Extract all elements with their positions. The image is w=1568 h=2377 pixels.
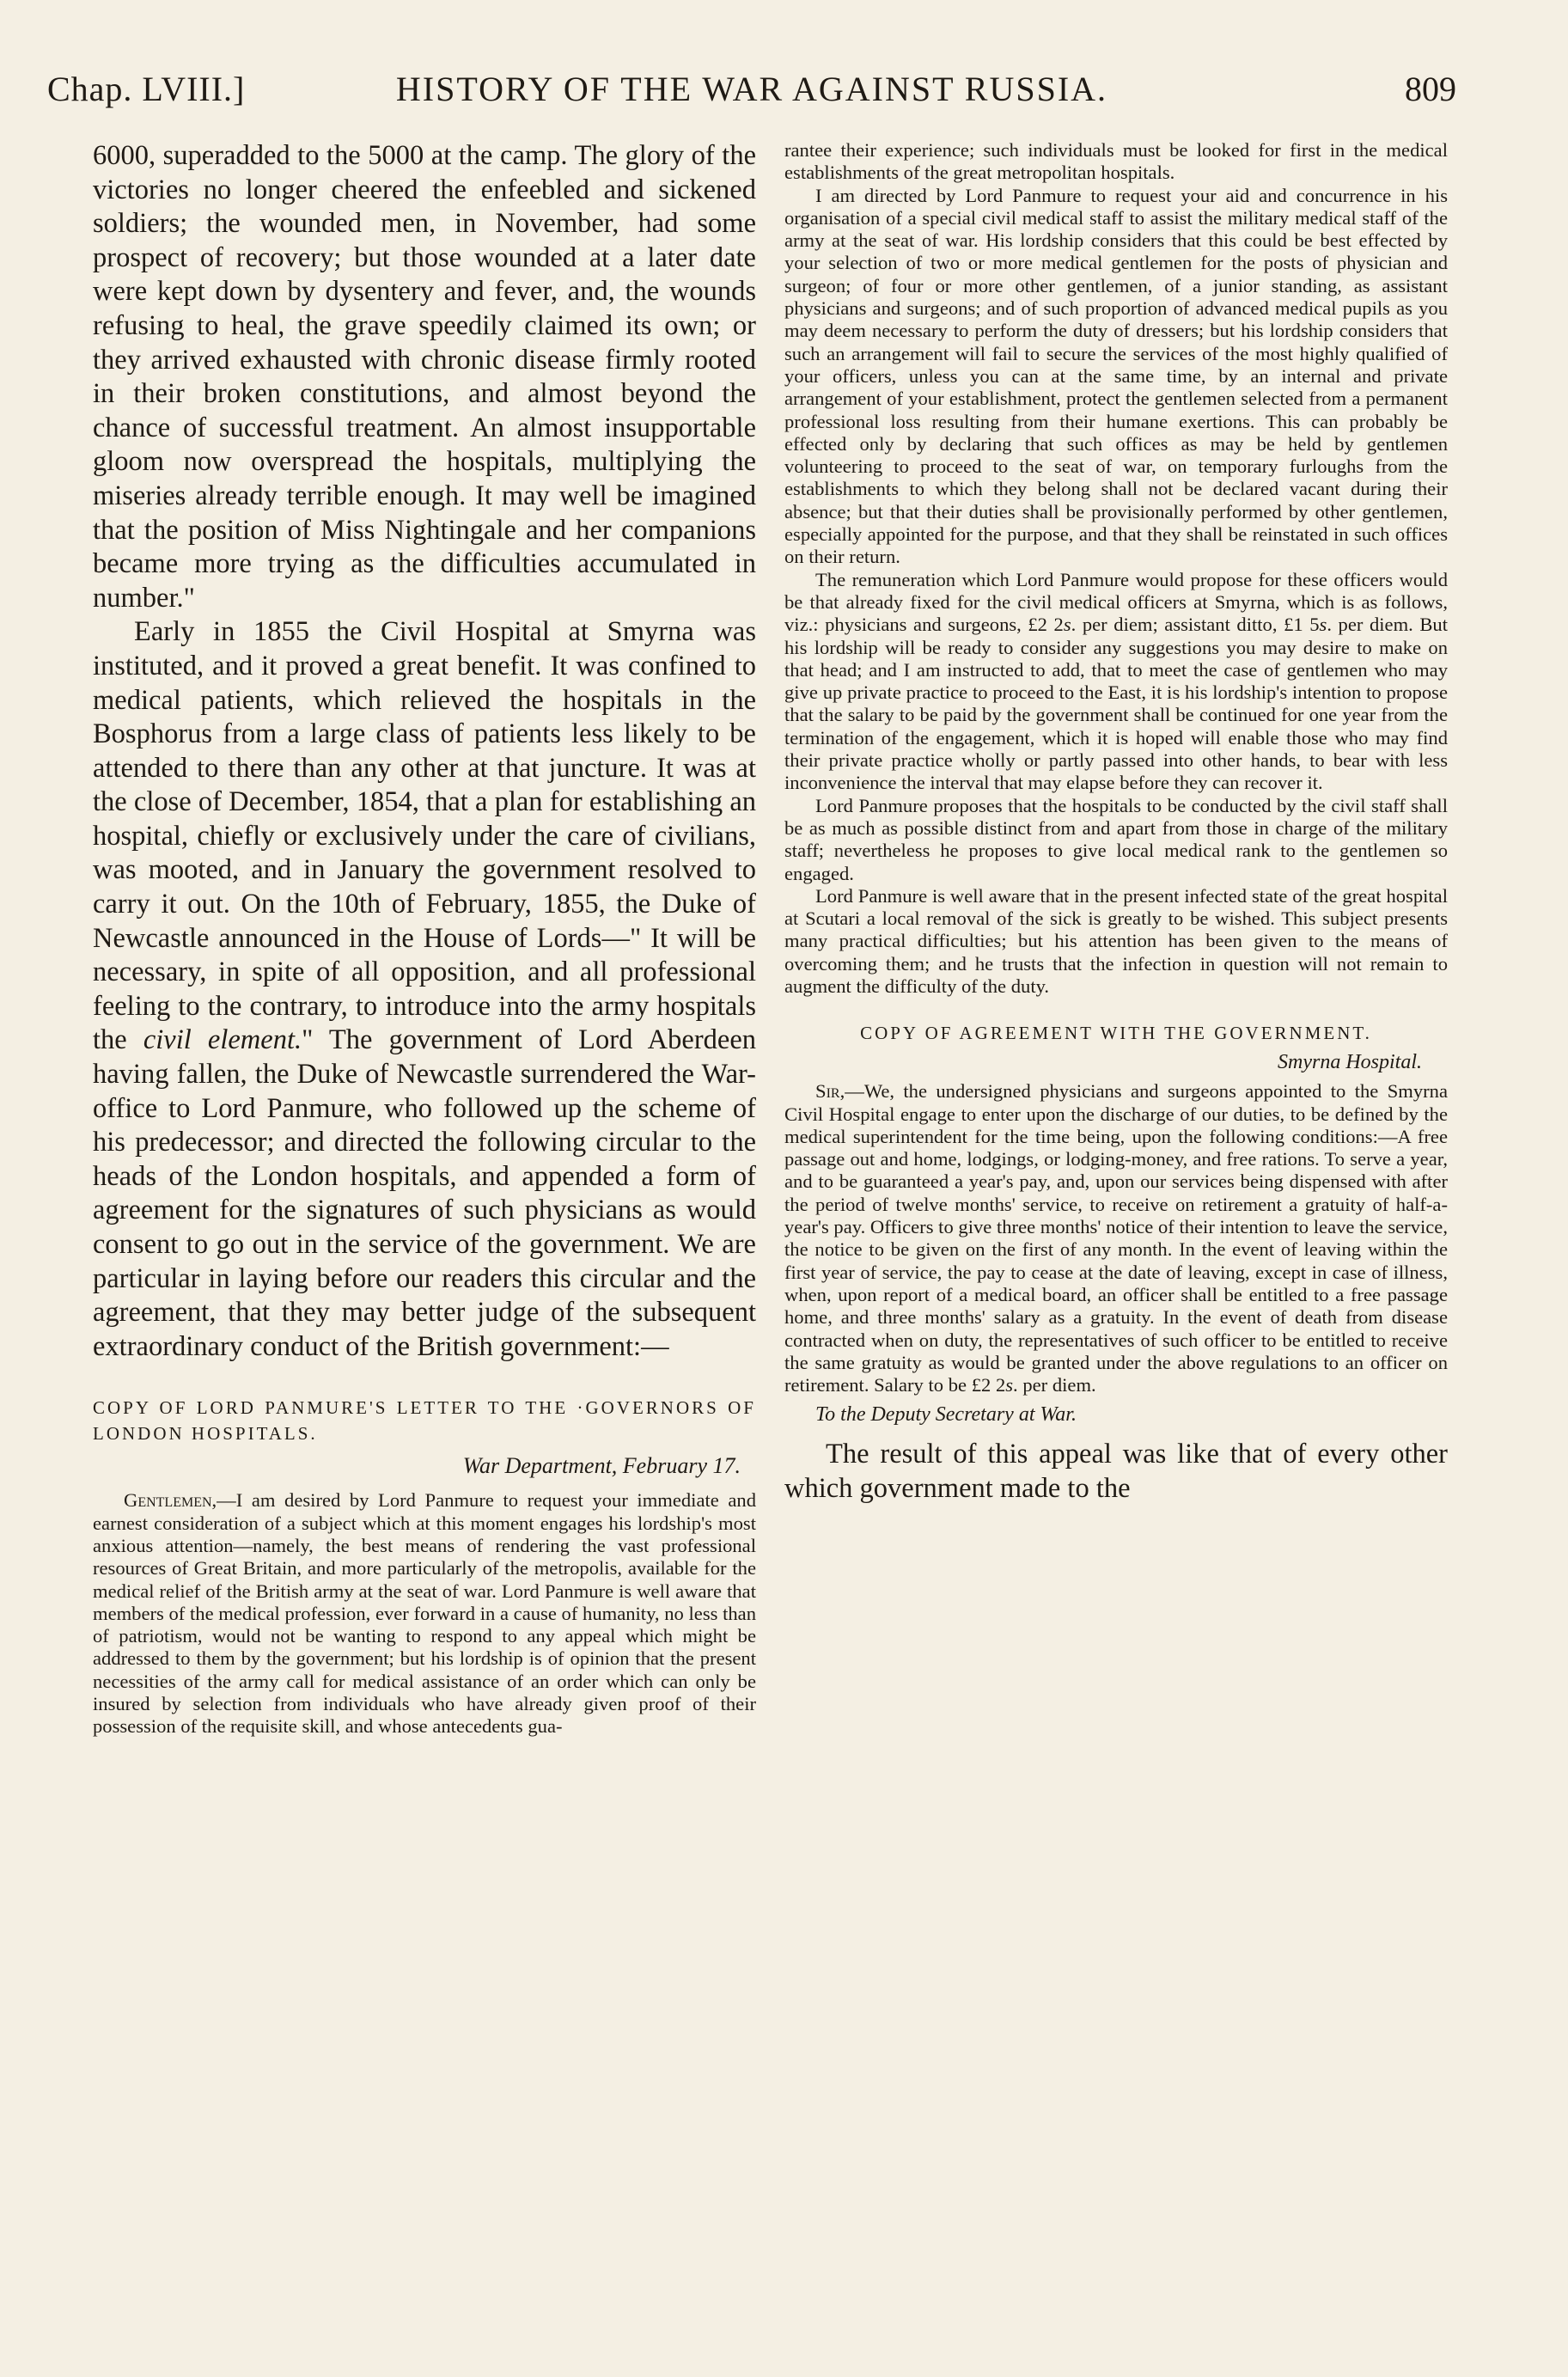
letter-text xyxy=(93,1489,756,1738)
text-run: The remuneration which Lord Panmure would propose for these officers would be that already fixed for the civil medical officers at Smyrna, which is as follows, viz.: physicians and surgeons, £2 2 xyxy=(784,568,1448,636)
letter-paragraph xyxy=(784,569,1448,795)
text-run: . per diem; assistant ditto, £1 5 xyxy=(1071,614,1320,636)
running-title: HISTORY OF THE WAR AGAINST RUSSIA. xyxy=(395,70,1108,108)
letter-paragraph: I am directed by Lord Panmure to request your aid and concurrence in his organisation of a special civil medical staff to assist the military medical staff of the army at the seat of war. His lordship considers that this could be best effected by your selection of two or more medical gentlemen for the posts of physician and surgeon; of four or more other gentlemen, of a junior standing, as assistant physicians and surgeons; and of such proportion of advanced medical pupils as you may deem necessary to perform the duty of dressers; but his lordship considers that such an arrangement will fail to secure the services of the most highly qualified of your officers, unless you can at the same time, by an internal and private arrangement of your establishment, protect the gentlemen selected from a permanent professional loss resulting from their humane exertions. This can probably be effected only by declaring that such offices as may be held by gentlemen volunteering to proceed to the seat of war, on temporary furloughs from the establishments to which they belong shall not be declared vacant during their absence; but that their duties shall be provisionally performed by other gentlemen, especially appointed for the purpose, and that they shall be reinstated in such offices on their return. xyxy=(784,184,1448,568)
agreement-place: Smyrna Hospital. xyxy=(1278,1051,1422,1074)
letter-paragraph: Lord Panmure proposes that the hospitals to be conducted by the civil staff shall be as much as possible distinct from and apart from those in charge of the military staff; nevertheless he proposes to give local medical rank to the gentlemen so engaged. xyxy=(784,794,1448,884)
section-heading: COPY OF AGREEMENT WITH THE GOVERNMENT. xyxy=(860,1023,1372,1044)
narrative-text xyxy=(93,139,756,1364)
page-number: 809 xyxy=(1405,70,1456,108)
narrative-paragraph: 6000, superadded to the 5000 at the camp. The glory of the victories no longer cheered the enfeebled and sickened soldiers; the wounded men, in November, had some prospect of recovery; but those wounded at a later date were kept down by dysentery and fever, and, the wounds refusing to heal, the grave speedily claimed its own; or they arrived exhausted with chronic disease firmly rooted in their broken constitutions, and almost beyond the chance of successful treatment. An almost insupportable gloom now overspread the hospitals, multiplying the miseries already terrible enough. It may well be imagined that the position of Miss Nightingale and her companions became more trying as the difficulties accumulated in number." xyxy=(93,140,756,614)
letter-dateline: War Department, February 17. xyxy=(462,1453,741,1479)
closing-paragraph: The result of this appeal was like that of every other which government made to the xyxy=(784,1439,1448,1505)
italic-abbrev: s xyxy=(1319,614,1327,636)
text-run: . per diem. But his lordship will be ready to consider any suggestions you may desire to make on that head; and I am instructed to add, that to meet the case of gentlemen who may give up private practice to proceed to the East, it is his lordship's intention to propose that the salary to be paid by the government shall be continued for one year from the termination of the engagement, which it is hoped will enable those who may find their private practice wholly or partly passed into other hands, to bear with less inconvenience the interval that may elapse before they can recover it. xyxy=(784,614,1448,794)
italic-phrase: civil element. xyxy=(143,1024,302,1056)
text-run: Early in 1855 the Civil Hospital at Smyrna was instituted, and it proved a great benefit. It was confined to medical patients, which relieved the hospitals in the Bosphorus from a large class of patients less likely to be attended to there than any other at that juncture. It was at the close of December, 1854, that a plan for establishing an hospital, chiefly or exclusively under the care of civilians, was mooted, and in January the government resolved to carry it out. On the 10th of February, 1855, the Duke of Newcastle announced in the House of Lords—" It will be necessary, in spite of all opposition, and all professional feeling to the contrary, to introduce into the army hospitals the xyxy=(93,616,756,1056)
letter-paragraph: rantee their experience; such individuals must be looked for first in the medical establishments of the great metropolitan hospitals. xyxy=(784,139,1448,184)
salutation: Gentlemen, xyxy=(124,1489,217,1512)
closing-text xyxy=(784,1438,1448,1506)
agreement-text xyxy=(784,1080,1448,1396)
letter-continuation xyxy=(784,139,1448,998)
italic-abbrev: s xyxy=(1063,614,1071,636)
text-run: —I am desired by Lord Panmure to request your immediate and earnest consideration of a subject which at this moment engages his lordship's most anxious attention—namely, the best means of rendering the vast professional resources of Great Britain, and more particularly of the metropolis, available for the medical relief of the British army at the seat of war. Lord Panmure is well aware that members of the medical profession, ever forward in a cause of humanity, no less than of patriotism, would not be wanting to respond to any appeal which might be addressed to them by the government; but his lordship is of opinion that the present necessities of the army call for medical assistance of an order which can only be insured by selection from individuals who have already given proof of their possession of the requisite skill, and whose antecedents gua- xyxy=(93,1489,756,1738)
italic-abbrev: s xyxy=(1005,1374,1014,1396)
agreement-paragraph xyxy=(784,1080,1448,1396)
salutation: Sir, xyxy=(815,1080,845,1103)
text-run: . per diem. xyxy=(1013,1374,1096,1396)
chapter-label: Chap. LVIII.] xyxy=(47,70,246,108)
text-run: —We, the undersigned physicians and surgeons appointed to the Smyrna Civil Hospital engage to enter upon the discharge of our duties, to be defined by the medical superintendent for the time being, upon the following conditions:—A free passage out and home, lodgings, or lodging-money, and free rations. To serve a year, and to be guaranteed a year's pay, and, upon our services being dispensed with after the period of twelve months' service, to receive on retirement a gratuity of half-a-year's pay. Officers to give three months' notice of their intention to leave the service, the notice to be given on the first of any month. In the event of leaving within the first year of service, the pay to cease at the date of leaving, except in case of illness, when, upon report of a medical board, an officer shall be entitled to a free passage home, and three months' salary as a gratuity. In the event of death from disease contracted when on duty, the representatives of such officer to be entitled to receive the same gratuity as would be granted under the above regulations to an officer on retirement. Salary to be £2 2 xyxy=(784,1080,1448,1396)
letter-paragraph: Lord Panmure is well aware that in the present infected state of the great hospital at Scutari a local removal of the sick is greatly to be wished. This subject presents many practical difficulties; but his attention has been given to the means of overcoming them; and he trusts that the infection in question will not remain to augment the difficulty of the duty. xyxy=(784,884,1448,997)
agreement-addressee: To the Deputy Secretary at War. xyxy=(815,1403,1077,1427)
running-header xyxy=(47,62,1456,113)
section-heading: COPY OF LORD PANMURE'S LETTER TO THE ·GOVERNORS OF LONDON HOSPITALS. xyxy=(93,1397,756,1445)
text-run: " The government of Lord Aberdeen having fallen, the Duke of Newcastle surrendered the War-office to Lord Panmure, who followed up the scheme of his predecessor; and directed the following circular to the heads of the London hospitals, and appended a form of agreement for the signatures of such physicians as would consent to go out in the service of the government. We are particular in laying before our readers this circular and the agreement, that they may better judge of the subsequent extraordinary conduct of the British government:— xyxy=(93,1024,756,1362)
letter-paragraph xyxy=(93,1489,756,1738)
right-column xyxy=(784,139,1448,1506)
narrative-paragraph xyxy=(93,615,756,1364)
left-column xyxy=(93,139,756,1738)
